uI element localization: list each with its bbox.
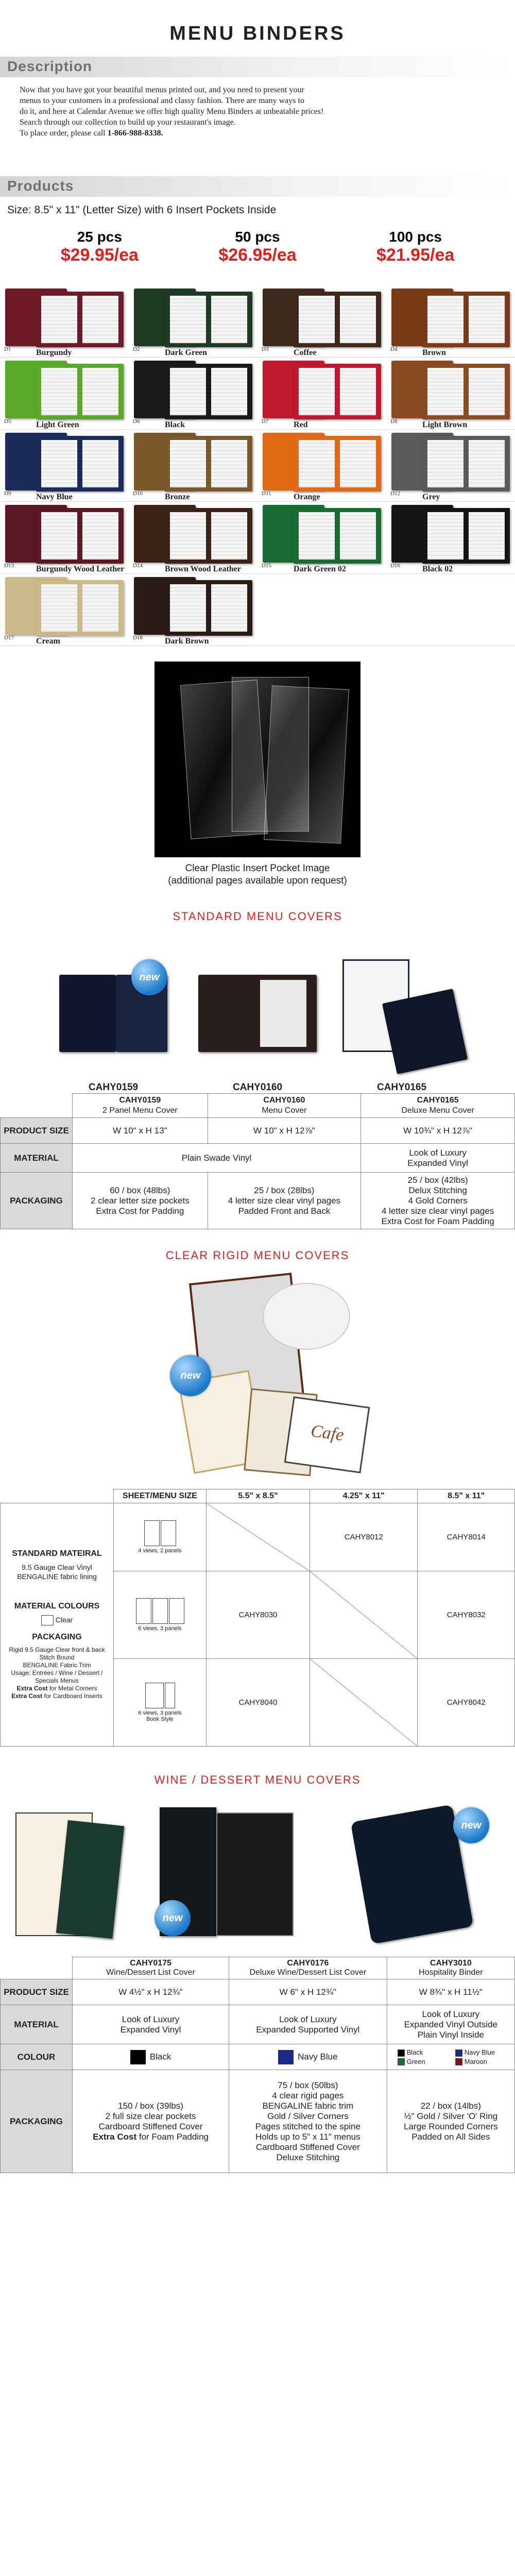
table-cell	[207, 1503, 310, 1571]
swatch-name: Brown	[422, 348, 446, 357]
cell-line: Cardboard Stiffened Cover	[98, 2121, 203, 2131]
swatch-code: D10	[133, 490, 143, 497]
spec-code: CAHY0159	[119, 1096, 161, 1105]
black-swatch	[398, 2049, 405, 2057]
swatch-code: D2	[133, 346, 140, 352]
column-header: 5.5" x 8.5"	[207, 1489, 310, 1503]
spec-name: Deluxe Wine/Dessert List Cover	[249, 1968, 367, 1977]
extra-cost: Extra Cost	[11, 1692, 43, 1700]
spec-code: CAHY0160	[263, 1096, 305, 1105]
swatch-code: D13	[4, 563, 14, 569]
navy-swatch	[278, 2050, 294, 2064]
pricing-tiers	[0, 229, 515, 285]
standard-image-3	[342, 959, 461, 1093]
binder-open	[422, 508, 510, 564]
colour-item	[398, 2058, 455, 2066]
layout-diagram	[136, 1598, 184, 1624]
wine-image-2b	[216, 1812, 294, 1936]
cell-line: Expanded Supported Vinyl	[256, 2024, 360, 2035]
layout-diagram	[144, 1520, 176, 1546]
row-header: PACKAGING	[1, 1173, 73, 1229]
spec-code: CAHY0175	[130, 1959, 171, 1968]
cell-line: Deluxe Stitching	[276, 2152, 340, 2162]
color-swatch	[0, 502, 129, 574]
column-header: SHEET/MENU SIZE	[114, 1489, 207, 1503]
swatch-code: D14	[133, 563, 143, 569]
price-qty: 100 pcs	[389, 229, 442, 245]
spec-code: CAHY3010	[430, 1959, 472, 1968]
table-cell	[73, 2044, 229, 2070]
rigid-heading: CLEAR RIGID MENU COVERS	[165, 1249, 350, 1262]
row-header: MATERIAL	[1, 1144, 73, 1173]
swatch-name: Cream	[36, 637, 60, 646]
price-qty: 50 pcs	[235, 229, 280, 245]
cell-line: 4 letter size clear vinyl pages	[381, 1206, 494, 1216]
table-row	[1, 2044, 515, 2070]
colours-title: MATERIAL COLOURS	[14, 1601, 100, 1611]
colour-item	[455, 2058, 513, 2066]
table-row	[1, 1173, 515, 1229]
binder-open	[422, 292, 510, 347]
table-cell	[361, 1094, 515, 1118]
swatch-code: D12	[390, 490, 400, 497]
cell-line: Cardboard Stiffened Cover	[255, 2142, 360, 2152]
new-badge: new	[131, 959, 167, 995]
binder-open	[165, 508, 252, 564]
color-swatch	[0, 430, 129, 502]
wine-table-wrap	[0, 1952, 515, 2240]
binder-open	[294, 436, 381, 492]
color-swatch	[0, 574, 129, 646]
standard-image-2	[198, 959, 317, 1093]
price-value: $26.95/ea	[218, 245, 297, 265]
cell-line: Expanded Vinyl	[120, 2024, 181, 2035]
colour-item	[398, 2048, 455, 2057]
colour-item	[455, 2048, 513, 2057]
green-swatch	[398, 2058, 405, 2065]
color-swatch	[129, 430, 258, 502]
wine-spec-table	[0, 1957, 515, 2173]
cell-line: Plain Vinyl Inside	[417, 2029, 484, 2040]
swatch-name: Dark Green 02	[294, 565, 346, 573]
cell-line: Gold / Silver Corners	[267, 2111, 349, 2121]
layout-label: 6 views, 3 panels	[138, 1710, 182, 1716]
blank-cell	[1, 1489, 114, 1503]
swatch-name: Bronze	[165, 493, 190, 501]
standard-image-label: CAHY0160	[232, 1082, 283, 1093]
insert-pocket-image	[154, 662, 360, 857]
price-tier	[376, 229, 454, 285]
cell-line: 25 / box (42lbs)	[407, 1175, 468, 1185]
cell-line: Look of Luxury	[279, 2014, 337, 2024]
swatch-code: D15	[262, 563, 271, 569]
table-cell	[208, 1094, 361, 1118]
binder-open	[36, 508, 124, 564]
swatch-name: Orange	[294, 493, 320, 501]
wine-images	[0, 1797, 515, 1952]
description-text	[0, 77, 515, 176]
description-line: Now that you have got your beautiful menus printed out, and you need to present your	[20, 86, 304, 94]
cell-line: BENGALINE Fabric Trim	[23, 1662, 91, 1669]
table-cell: W 10" x H 13"	[73, 1118, 208, 1144]
cell-line: Extra Cost for Padding	[96, 1206, 184, 1216]
table-row	[1, 2070, 515, 2173]
color-swatch-grid	[0, 285, 515, 646]
price-qty: 25 pcs	[77, 229, 122, 245]
binder-open	[422, 364, 510, 419]
color-swatch	[0, 285, 129, 358]
cell-line: Specials Menus	[35, 1677, 79, 1685]
table-row	[1, 1144, 515, 1173]
packaging-lines	[3, 1646, 111, 1700]
cell-line: BENGALINE fabric lining	[17, 1572, 97, 1581]
cell-line: 75 / box (50lbs)	[278, 2080, 338, 2090]
new-badge: new	[154, 1900, 191, 1936]
table-cell: W 8¾" x H 11½"	[387, 1979, 514, 2005]
black-swatch	[130, 2050, 146, 2064]
cell-line: 9.5 Gauge Clear Vinyl	[22, 1563, 92, 1571]
price-tier	[218, 229, 296, 285]
color-swatch	[386, 285, 515, 358]
swatch-name: Light Green	[36, 420, 79, 429]
binder-open	[165, 292, 252, 347]
cell-line: ½" Gold / Silver 'O' Ring	[404, 2111, 498, 2121]
price-value: $21.95/ea	[376, 245, 455, 265]
spec-name: Hospitality Binder	[419, 1968, 483, 1977]
rigid-info-cell	[1, 1503, 114, 1747]
spec-name: Menu Cover	[262, 1106, 307, 1115]
color-swatch	[258, 502, 386, 574]
colour-label: Maroon	[464, 2057, 487, 2065]
cell-line: Look of Luxury	[409, 1147, 467, 1158]
cell-line: Extra Cost for Foam Padding	[381, 1216, 494, 1226]
product-size-line: Size: 8.5" x 11" (Letter Size) with 6 Insert Pockets Inside	[7, 204, 277, 216]
layout-cell	[114, 1571, 207, 1659]
binder-open	[36, 580, 124, 636]
table-cell: CAHY8014	[418, 1503, 515, 1571]
cell-line: Rigid 9.5 Gauge Clear front & back	[9, 1646, 105, 1654]
description-order-line	[20, 128, 515, 139]
packaging-title: PACKAGING	[32, 1633, 82, 1642]
wine-image-1b	[56, 1820, 124, 1939]
colour-label: Green	[406, 2057, 425, 2065]
swatch-name: Burgundy	[36, 348, 72, 357]
standard-table-wrap	[0, 1073, 515, 1243]
binder-open	[36, 292, 124, 347]
layout-label: Book Style	[146, 1716, 174, 1722]
cell-line: Holds up to 5" x 11" menus	[255, 2131, 360, 2142]
extra-text: for Foam Padding	[136, 2131, 209, 2142]
swatch-code: D4	[390, 346, 398, 352]
swatch-code: D18	[133, 635, 143, 641]
cell-line: Expanded Vinyl	[407, 1158, 468, 1168]
layout-cell	[114, 1503, 207, 1571]
order-phone: 1-866-988-8338.	[107, 129, 163, 138]
swatch-code: D7	[262, 418, 269, 425]
color-swatch	[129, 358, 258, 430]
binder-open	[36, 364, 124, 419]
swatch-row	[0, 574, 515, 646]
row-header: COLOUR	[1, 2044, 73, 2070]
table-row	[1, 1957, 515, 1979]
color-swatch	[386, 502, 515, 574]
insert-caption-line: Clear Plastic Insert Pocket Image	[185, 863, 330, 874]
layout-diagram	[145, 1683, 175, 1708]
cell-line: 22 / box (14lbs)	[420, 2100, 481, 2111]
table-cell	[361, 1173, 515, 1229]
table-cell: CAHY8032	[418, 1571, 515, 1659]
cell-line: Expanded Vinyl Outside	[404, 2019, 497, 2029]
swatch-name: Grey	[422, 493, 440, 501]
binder-open	[294, 364, 381, 419]
cell-line: 2 clear letter size pockets	[90, 1195, 190, 1206]
table-cell	[73, 1173, 208, 1229]
table-cell	[229, 2044, 387, 2070]
swatch-code: D8	[390, 418, 398, 425]
color-swatch	[386, 430, 515, 502]
swatch-name: Light Brown	[422, 420, 468, 429]
swatch-code: D6	[133, 418, 140, 425]
spec-name: Wine/Dessert List Cover	[106, 1968, 195, 1977]
standard-images	[0, 934, 515, 1093]
wine-heading: WINE / DESSERT MENU COVERS	[154, 1773, 361, 1786]
row-header: PRODUCT SIZE	[1, 1979, 73, 2005]
rigid-spec-table	[0, 1489, 515, 1747]
cell-line: BENGALINE fabric trim	[262, 2100, 354, 2111]
cell-line: 25 / box (28lbs)	[254, 1185, 315, 1195]
binder-open	[36, 436, 124, 492]
table-cell: CAHY8042	[418, 1659, 515, 1747]
table-cell	[229, 1957, 387, 1979]
cell-line	[3, 1692, 111, 1700]
table-cell	[73, 2070, 229, 2173]
standard-image-label: CAHY0159	[88, 1082, 139, 1093]
blank-cell	[1, 1094, 73, 1118]
cell-line: Usage: Entrées / Wine / Dessert /	[11, 1669, 103, 1677]
rigid-table-wrap	[0, 1479, 515, 1767]
insert-caption-line: (additional pages available upon request)	[168, 875, 347, 886]
cell-line: 4 letter size clear vinyl pages	[228, 1195, 341, 1206]
table-cell	[208, 1173, 361, 1229]
table-cell	[229, 2005, 387, 2044]
row-header: PRODUCT SIZE	[1, 1118, 73, 1144]
cell-line: Look of Luxury	[122, 2014, 180, 2024]
rigid-image	[0, 1273, 515, 1479]
binder-open	[165, 436, 252, 492]
color-swatch	[0, 358, 129, 430]
colour-label: Black	[149, 2051, 171, 2061]
cell-line: Padded on All Sides	[411, 2131, 490, 2142]
clear-swatch	[41, 1615, 54, 1625]
color-swatch	[129, 574, 258, 646]
cell-line: 4 clear rigid pages	[272, 2090, 344, 2100]
price-tier	[61, 229, 139, 285]
column-header: 4.25" x 11"	[310, 1489, 418, 1503]
cell-line: Pages stitched to the spine	[255, 2121, 360, 2131]
binder-open	[294, 508, 381, 564]
standard-spec-table	[0, 1093, 515, 1229]
swatch-code: D11	[262, 490, 271, 497]
table-cell: W 10" x H 12⅞"	[208, 1118, 361, 1144]
page-title: MENU BINDERS	[169, 23, 346, 44]
new-badge: new	[170, 1355, 211, 1396]
cell-line: Look of Luxury	[422, 2009, 480, 2019]
table-cell	[73, 1094, 208, 1118]
cafe-menu-text: Cafe	[284, 1396, 370, 1473]
cell-line: 60 / box (48lbs)	[110, 1185, 170, 1195]
color-swatch	[258, 285, 386, 358]
colour-label: Navy Blue	[464, 2048, 495, 2056]
color-swatch	[258, 358, 386, 430]
swatch-name: Black 02	[422, 565, 453, 573]
layout-label: 4 views, 2 panels	[138, 1548, 182, 1554]
spec-name: Deluxe Menu Cover	[401, 1106, 474, 1115]
table-cell	[361, 1144, 515, 1173]
swatch-row	[0, 430, 515, 502]
swatch-code: D17	[4, 635, 14, 641]
color-swatch	[386, 358, 515, 430]
cell-line: 2 full size clear pockets	[105, 2111, 196, 2121]
binder-open	[165, 364, 252, 419]
spec-code: CAHY0165	[417, 1096, 459, 1105]
order-text: To place order, please call	[20, 129, 106, 138]
cell-line: 4 Gold Corners	[408, 1195, 468, 1206]
table-cell	[73, 1957, 229, 1979]
table-cell	[310, 1571, 418, 1659]
color-swatch	[129, 285, 258, 358]
binder-open	[294, 292, 381, 347]
color-swatch	[129, 502, 258, 574]
insert-caption	[0, 862, 515, 887]
table-cell: CAHY8040	[207, 1659, 310, 1747]
table-row	[1, 2005, 515, 2044]
table-row	[1, 1094, 515, 1118]
spec-code: CAHY0176	[287, 1959, 329, 1968]
table-row	[1, 1503, 515, 1571]
swatch-row	[0, 358, 515, 430]
extra-text: for Metal Corners	[47, 1685, 97, 1692]
swatch-code: D3	[262, 346, 269, 352]
table-row	[1, 1489, 515, 1503]
layout-label: 6 views, 3 panels	[138, 1625, 182, 1632]
std-material-title: STANDARD MATEIRAL	[12, 1549, 102, 1558]
table-cell: CAHY8012	[310, 1503, 418, 1571]
table-row	[1, 1979, 515, 2005]
swatch-name: Burgundy Wood Leather	[36, 565, 125, 573]
products-heading: Products	[0, 176, 515, 197]
binder-open	[422, 436, 510, 492]
table-cell: Plain Swade Vinyl	[73, 1144, 361, 1173]
swatch-name: Coffee	[294, 348, 317, 357]
table-cell: W 4½" x H 12¾"	[73, 1979, 229, 2005]
blank-cell	[1, 1957, 73, 1979]
row-header: PACKAGING	[1, 2070, 73, 2173]
binder-open	[165, 580, 252, 636]
row-header: MATERIAL	[1, 2005, 73, 2044]
table-cell: W 6" x H 12¾"	[229, 1979, 387, 2005]
cell-line: Stitch Bound	[39, 1654, 75, 1662]
table-cell	[229, 2070, 387, 2173]
swatch-name: Navy Blue	[36, 493, 73, 501]
colour-label: Black	[406, 2048, 423, 2056]
colour-label: Navy Blue	[298, 2051, 338, 2061]
insert-pocket-section	[0, 646, 515, 904]
extra-cost: Extra Cost	[16, 1685, 48, 1692]
cell-line	[3, 1685, 111, 1692]
swatch-row	[0, 502, 515, 574]
extra-text: for Cardboard Inserts	[42, 1692, 102, 1700]
table-cell	[387, 2044, 514, 2070]
clear-colour	[3, 1615, 111, 1625]
swatch-code: D16	[390, 563, 400, 569]
table-cell: CAHY8030	[207, 1571, 310, 1659]
description-line: menus to your customers in a professional and classy fashion. There are many ways to	[20, 96, 304, 105]
swatch-name: Dark Green	[165, 348, 207, 357]
standard-image-1	[54, 959, 173, 1093]
column-header: 8.5" x 11"	[418, 1489, 515, 1503]
description-line: Search through our collection to build up your restaurant's image.	[20, 118, 236, 127]
cell-line: Delux Stitching	[408, 1185, 467, 1195]
extra-cost: Extra Cost	[93, 2131, 137, 2142]
table-row	[1, 1118, 515, 1144]
standard-image-label: CAHY0165	[376, 1082, 427, 1093]
description-heading: Description	[0, 57, 515, 77]
standard-heading: STANDARD MENU COVERS	[173, 910, 342, 923]
swatch-code: D1	[4, 346, 11, 352]
table-cell: W 10¾" x H 12⅞"	[361, 1118, 515, 1144]
swatch-name: Dark Brown	[165, 637, 209, 646]
swatch-code: D9	[4, 490, 11, 497]
table-cell	[387, 2005, 514, 2044]
table-cell	[73, 2005, 229, 2044]
swatch-row	[0, 285, 515, 358]
color-swatch	[258, 430, 386, 502]
cell-line: Large Rounded Corners	[404, 2121, 498, 2131]
cell-line: 150 / box (39lbs)	[118, 2100, 183, 2111]
maroon-swatch	[455, 2058, 462, 2065]
cell-line: Padded Front and Back	[238, 1206, 331, 1216]
clear-label: Clear	[55, 1615, 73, 1624]
navy-swatch	[455, 2049, 462, 2057]
layout-cell	[114, 1659, 207, 1747]
table-cell	[310, 1659, 418, 1747]
table-cell	[387, 1957, 514, 1979]
table-cell	[387, 2070, 514, 2173]
description-line: do it, and here at Calendar Avenue we offer high quality Menu Binders at unbeatable prices!	[20, 107, 324, 116]
spec-name: 2 Panel Menu Cover	[102, 1106, 178, 1115]
swatch-code: D5	[4, 418, 11, 425]
swatch-name: Black	[165, 420, 185, 429]
new-badge: new	[453, 1807, 489, 1843]
swatch-name: Brown Wood Leather	[165, 565, 241, 573]
price-value: $29.95/ea	[60, 245, 139, 265]
swatch-name: Red	[294, 420, 308, 429]
colour-grid	[398, 2048, 513, 2065]
